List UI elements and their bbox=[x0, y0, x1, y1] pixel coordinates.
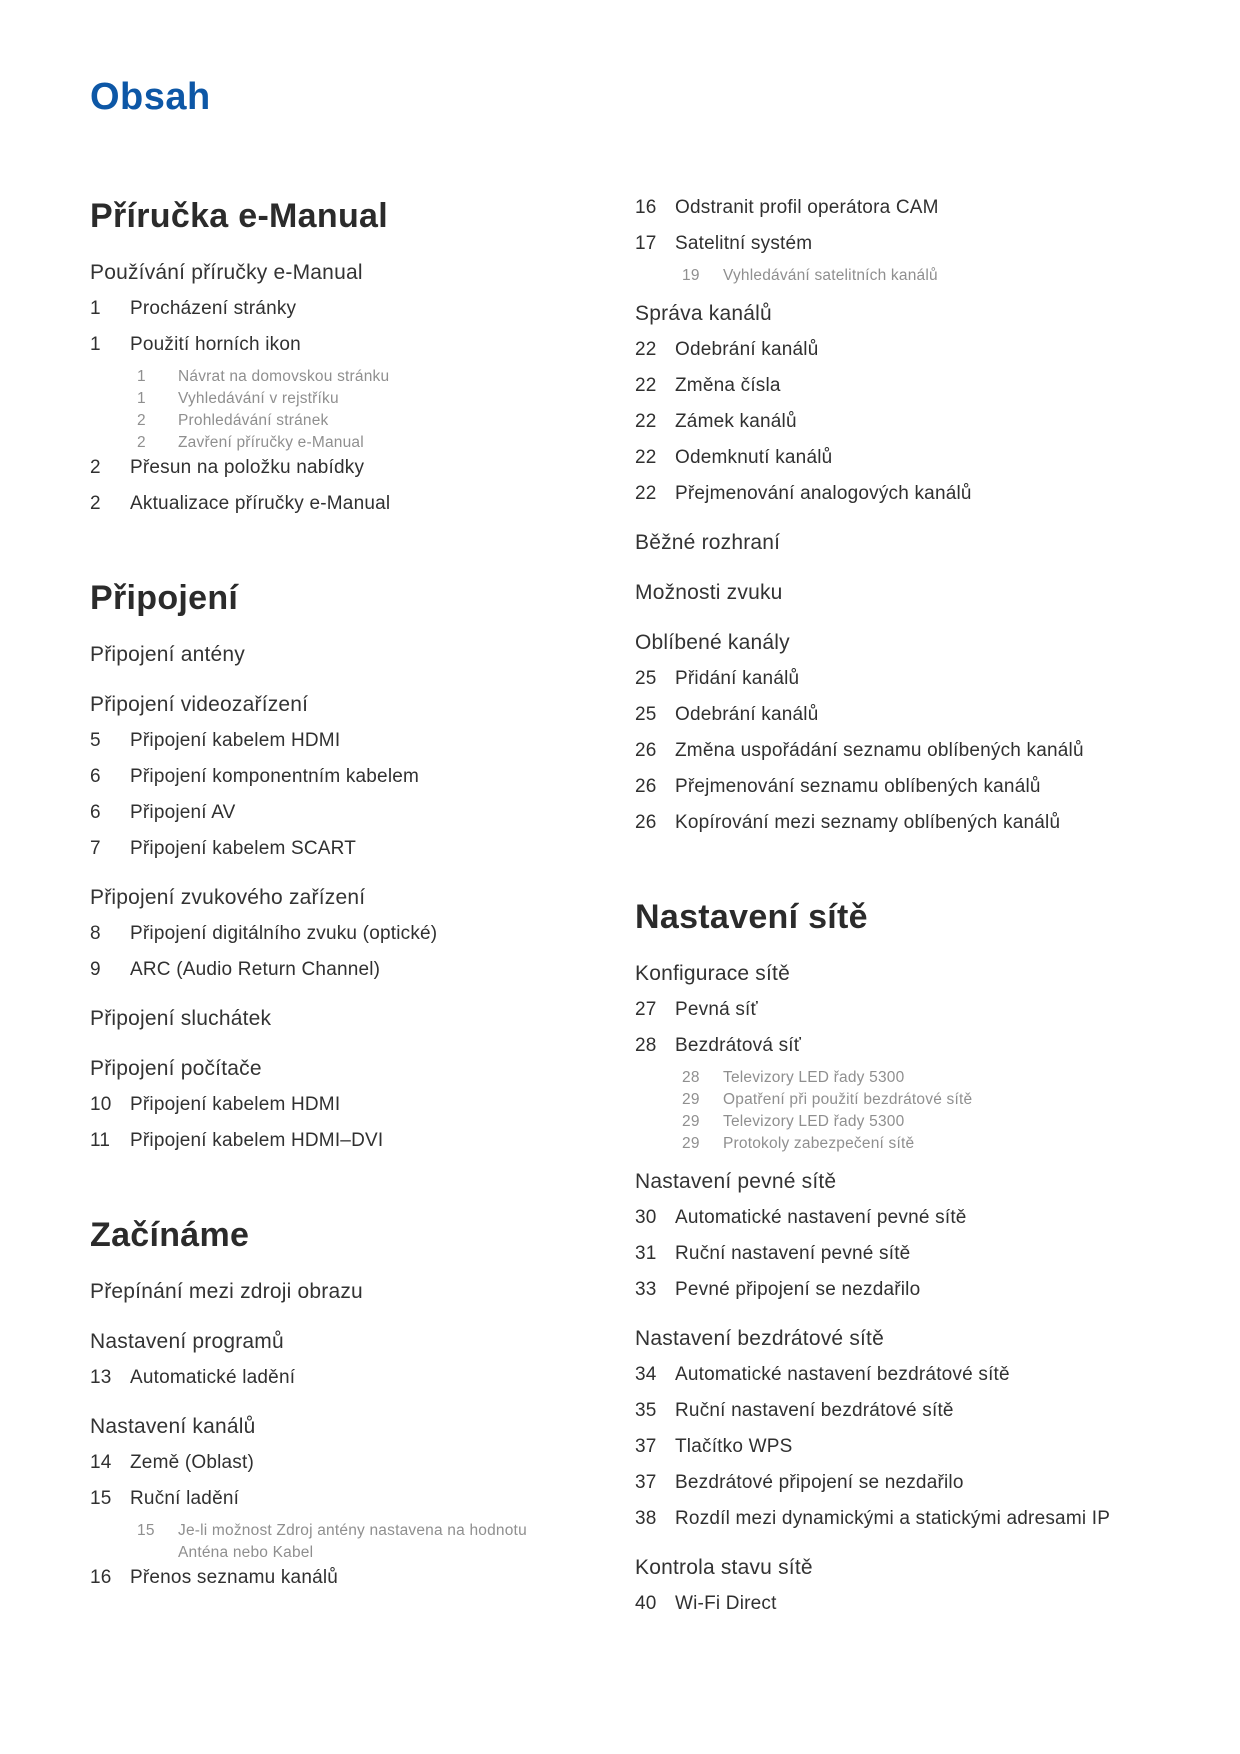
entry-title: Satelitní systém bbox=[675, 233, 813, 254]
entry-title: Bezdrátové připojení se nezdařilo bbox=[675, 1472, 964, 1493]
toc-subitem[interactable] bbox=[90, 366, 580, 388]
entry-title: Připojení digitálního zvuku (optické) bbox=[130, 923, 438, 944]
entry-title: Ruční nastavení pevné sítě bbox=[675, 1243, 911, 1264]
page-number: 16 bbox=[90, 1567, 112, 1588]
page-number: 22 bbox=[635, 339, 657, 360]
toc-item[interactable] bbox=[635, 1437, 1155, 1457]
section-heading[interactable]: Přepínání mezi zdroji obrazu bbox=[90, 1280, 363, 1303]
page-number: 13 bbox=[90, 1367, 112, 1388]
toc-item[interactable] bbox=[90, 1368, 580, 1388]
toc-item[interactable] bbox=[635, 340, 1155, 360]
page-number: 40 bbox=[635, 1593, 657, 1614]
section-heading[interactable]: Správa kanálů bbox=[635, 302, 772, 325]
toc-item[interactable] bbox=[635, 1000, 1155, 1020]
toc-item[interactable] bbox=[635, 1401, 1155, 1421]
toc-subitem[interactable] bbox=[90, 410, 580, 432]
entry-title: Změna uspořádání seznamu oblíbených kanálů bbox=[675, 740, 1084, 761]
entry-title: Vyhledávání satelitních kanálů bbox=[723, 267, 938, 284]
toc-item[interactable] bbox=[635, 1244, 1155, 1264]
toc-subitem[interactable] bbox=[635, 1067, 1155, 1089]
entry-title: Wi-Fi Direct bbox=[675, 1593, 777, 1614]
toc-item[interactable] bbox=[90, 767, 580, 787]
toc-item[interactable] bbox=[635, 376, 1155, 396]
entry-title: Přejmenování seznamu oblíbených kanálů bbox=[675, 776, 1041, 797]
entry-title: Návrat na domovskou stránku bbox=[178, 368, 390, 385]
section-heading[interactable]: Možnosti zvuku bbox=[635, 581, 783, 604]
page-number: 37 bbox=[635, 1436, 657, 1457]
entry-title: Bezdrátová síť bbox=[675, 1035, 802, 1056]
page-number: 25 bbox=[635, 668, 657, 689]
toc-item[interactable] bbox=[635, 234, 1155, 254]
toc-item[interactable] bbox=[635, 1208, 1155, 1228]
toc-subitem[interactable] bbox=[635, 1089, 1155, 1111]
section-heading[interactable]: Připojení videozařízení bbox=[90, 693, 309, 716]
page-number: 8 bbox=[90, 923, 101, 944]
toc-item[interactable] bbox=[90, 1568, 580, 1588]
toc-column-left bbox=[90, 198, 635, 1588]
page-number: 9 bbox=[90, 959, 101, 980]
toc-item[interactable] bbox=[635, 1509, 1155, 1529]
entry-title: Připojení komponentním kabelem bbox=[130, 766, 420, 787]
page-number: 1 bbox=[90, 298, 101, 319]
section-heading[interactable]: Kontrola stavu sítě bbox=[635, 1556, 813, 1579]
entry-title: Protokoly zabezpečení sítě bbox=[723, 1135, 915, 1152]
page-number: 2 bbox=[90, 457, 101, 478]
toc-item[interactable] bbox=[90, 731, 580, 751]
entry-title: Přidání kanálů bbox=[675, 668, 800, 689]
entry-title: Odstranit profil operátora CAM bbox=[675, 197, 939, 218]
section-heading[interactable]: Používání příručky e-Manual bbox=[90, 261, 363, 284]
page-number: 29 bbox=[682, 1113, 700, 1130]
entry-title: Aktualizace příručky e-Manual bbox=[130, 493, 391, 514]
toc-columns bbox=[90, 198, 1155, 1614]
page-number: 2 bbox=[137, 412, 146, 429]
toc-item[interactable] bbox=[635, 448, 1155, 468]
page-number: 25 bbox=[635, 704, 657, 725]
entry-title: Země (Oblast) bbox=[130, 1452, 255, 1473]
page-number: 38 bbox=[635, 1508, 657, 1529]
entry-title: Kopírování mezi seznamy oblíbených kanálů bbox=[675, 812, 1061, 833]
page-number: 29 bbox=[682, 1091, 700, 1108]
page-number: 6 bbox=[90, 802, 101, 823]
page-number: 15 bbox=[137, 1522, 155, 1539]
toc-item[interactable] bbox=[90, 299, 580, 319]
entry-title: Odebrání kanálů bbox=[675, 339, 819, 360]
entry-title: Pevná síť bbox=[675, 999, 758, 1020]
toc-subitem[interactable] bbox=[90, 432, 580, 454]
entry-title: Zámek kanálů bbox=[675, 411, 797, 432]
toc-subitem[interactable] bbox=[635, 1133, 1155, 1155]
toc-item[interactable] bbox=[635, 1280, 1155, 1300]
toc-item[interactable] bbox=[90, 458, 580, 478]
entry-title: Pevné připojení se nezdařilo bbox=[675, 1279, 921, 1300]
toc-item[interactable] bbox=[90, 803, 580, 823]
entry-title: Televizory LED řady 5300 bbox=[723, 1113, 905, 1130]
page-number: 5 bbox=[90, 730, 101, 751]
entry-title: Odemknutí kanálů bbox=[675, 447, 833, 468]
section-heading[interactable]: Nastavení pevné sítě bbox=[635, 1170, 837, 1193]
entry-title: Přejmenování analogových kanálů bbox=[675, 483, 972, 504]
toc-item[interactable] bbox=[635, 705, 1155, 725]
section-heading[interactable]: Připojení sluchátek bbox=[90, 1007, 272, 1030]
entry-title: Ruční nastavení bezdrátové sítě bbox=[675, 1400, 954, 1421]
page-number: 6 bbox=[90, 766, 101, 787]
toc-item[interactable] bbox=[635, 741, 1155, 761]
section-heading[interactable]: Připojení počítače bbox=[90, 1057, 262, 1080]
entry-title: Procházení stránky bbox=[130, 298, 297, 319]
entry-title: Opatření při použití bezdrátové sítě bbox=[723, 1091, 973, 1108]
page-number: 1 bbox=[137, 390, 146, 407]
section-heading[interactable]: Konfigurace sítě bbox=[635, 962, 790, 985]
entry-title: Je-li možnost Zdroj antény nastavena na hodnotu Anténa nebo Kabel bbox=[178, 1522, 527, 1561]
page-number: 17 bbox=[635, 233, 657, 254]
page-number: 1 bbox=[90, 334, 101, 355]
section-heading[interactable]: Připojení zvukového zařízení bbox=[90, 886, 366, 909]
entry-title: Připojení kabelem HDMI bbox=[130, 730, 341, 751]
section-heading[interactable]: Nastavení bezdrátové sítě bbox=[635, 1327, 884, 1350]
entry-title: Prohledávání stránek bbox=[178, 412, 329, 429]
toc-item[interactable] bbox=[90, 924, 580, 944]
entry-title: Připojení kabelem SCART bbox=[130, 838, 357, 859]
entry-title: Přenos seznamu kanálů bbox=[130, 1567, 339, 1588]
page-number: 27 bbox=[635, 999, 657, 1020]
entry-title: Zavření příručky e-Manual bbox=[178, 434, 364, 451]
page-number: 22 bbox=[635, 411, 657, 432]
page-number: 22 bbox=[635, 483, 657, 504]
page-number: 22 bbox=[635, 447, 657, 468]
entry-title: ARC (Audio Return Channel) bbox=[130, 959, 381, 980]
entry-title: Automatické nastavení bezdrátové sítě bbox=[675, 1364, 1010, 1385]
toc-item[interactable] bbox=[635, 813, 1155, 833]
page-number: 2 bbox=[90, 493, 101, 514]
entry-title: Použití horních ikon bbox=[130, 334, 301, 355]
section-heading[interactable]: Připojení antény bbox=[90, 643, 245, 666]
toc-subitem[interactable] bbox=[635, 1111, 1155, 1133]
page-number: 34 bbox=[635, 1364, 657, 1385]
page-number: 31 bbox=[635, 1243, 657, 1264]
toc-item[interactable] bbox=[635, 1365, 1155, 1385]
toc-item[interactable] bbox=[90, 960, 580, 980]
toc-item[interactable] bbox=[90, 1095, 580, 1115]
toc-item[interactable] bbox=[90, 839, 580, 859]
page-number: 30 bbox=[635, 1207, 657, 1228]
page-number: 26 bbox=[635, 740, 657, 761]
toc-item[interactable] bbox=[90, 1131, 580, 1151]
entry-title: Ruční ladění bbox=[130, 1488, 240, 1509]
entry-title: Přesun na položku nabídky bbox=[130, 457, 365, 478]
section-heading[interactable]: Oblíbené kanály bbox=[635, 631, 790, 654]
toc-item[interactable] bbox=[635, 777, 1155, 797]
toc-item[interactable] bbox=[635, 1473, 1155, 1493]
toc-item[interactable] bbox=[635, 669, 1155, 689]
entry-title: Vyhledávání v rejstříku bbox=[178, 390, 339, 407]
toc-subitem[interactable] bbox=[635, 265, 1155, 287]
entry-title: Automatické nastavení pevné sítě bbox=[675, 1207, 967, 1228]
toc-subitem[interactable] bbox=[90, 388, 580, 410]
entry-title: Odebrání kanálů bbox=[675, 704, 819, 725]
chapter-heading[interactable]: Příručka e-Manual bbox=[90, 197, 388, 235]
page-number: 1 bbox=[137, 368, 146, 385]
toc-item[interactable] bbox=[635, 412, 1155, 432]
toc-item[interactable] bbox=[90, 1489, 580, 1509]
entry-title: Tlačítko WPS bbox=[675, 1436, 793, 1457]
entry-title: Připojení kabelem HDMI–DVI bbox=[130, 1130, 384, 1151]
entry-title: Změna čísla bbox=[675, 375, 781, 396]
page-number: 26 bbox=[635, 812, 657, 833]
page-number: 14 bbox=[90, 1452, 112, 1473]
page-number: 11 bbox=[90, 1130, 111, 1151]
toc-item[interactable] bbox=[635, 198, 1155, 218]
toc-item[interactable] bbox=[90, 335, 580, 355]
toc-item[interactable] bbox=[90, 1453, 580, 1473]
entry-title: Připojení kabelem HDMI bbox=[130, 1094, 341, 1115]
page-number: 37 bbox=[635, 1472, 657, 1493]
toc-item[interactable] bbox=[635, 1036, 1155, 1056]
toc-column-right bbox=[635, 198, 1155, 1614]
toc-item[interactable] bbox=[635, 484, 1155, 504]
page-number: 29 bbox=[682, 1135, 700, 1152]
page-number: 28 bbox=[682, 1069, 700, 1086]
page-title: Obsah bbox=[90, 76, 211, 118]
entry-title: Automatické ladění bbox=[130, 1367, 296, 1388]
page-number: 10 bbox=[90, 1094, 112, 1115]
page-number: 15 bbox=[90, 1488, 112, 1509]
chapter-heading[interactable]: Začínáme bbox=[90, 1216, 250, 1254]
entry-title: Připojení AV bbox=[130, 802, 236, 823]
page-number: 7 bbox=[90, 838, 101, 859]
page-number: 26 bbox=[635, 776, 657, 797]
chapter-heading[interactable]: Připojení bbox=[90, 579, 239, 617]
page-number: 28 bbox=[635, 1035, 657, 1056]
entry-title: Rozdíl mezi dynamickými a statickými adresami IP bbox=[675, 1508, 1111, 1529]
section-heading[interactable]: Nastavení programů bbox=[90, 1330, 284, 1353]
page-number: 33 bbox=[635, 1279, 657, 1300]
section-heading[interactable]: Běžné rozhraní bbox=[635, 531, 781, 554]
page-number: 35 bbox=[635, 1400, 657, 1421]
toc-item[interactable] bbox=[90, 494, 580, 514]
page-number: 2 bbox=[137, 434, 146, 451]
section-heading[interactable]: Nastavení kanálů bbox=[90, 1415, 256, 1438]
page-number: 19 bbox=[682, 267, 700, 284]
chapter-heading[interactable]: Nastavení sítě bbox=[635, 898, 868, 936]
page-number: 16 bbox=[635, 197, 657, 218]
toc-subitem[interactable] bbox=[90, 1520, 580, 1564]
toc-item[interactable] bbox=[635, 1594, 1155, 1614]
entry-title: Televizory LED řady 5300 bbox=[723, 1069, 905, 1086]
page-number: 22 bbox=[635, 375, 657, 396]
